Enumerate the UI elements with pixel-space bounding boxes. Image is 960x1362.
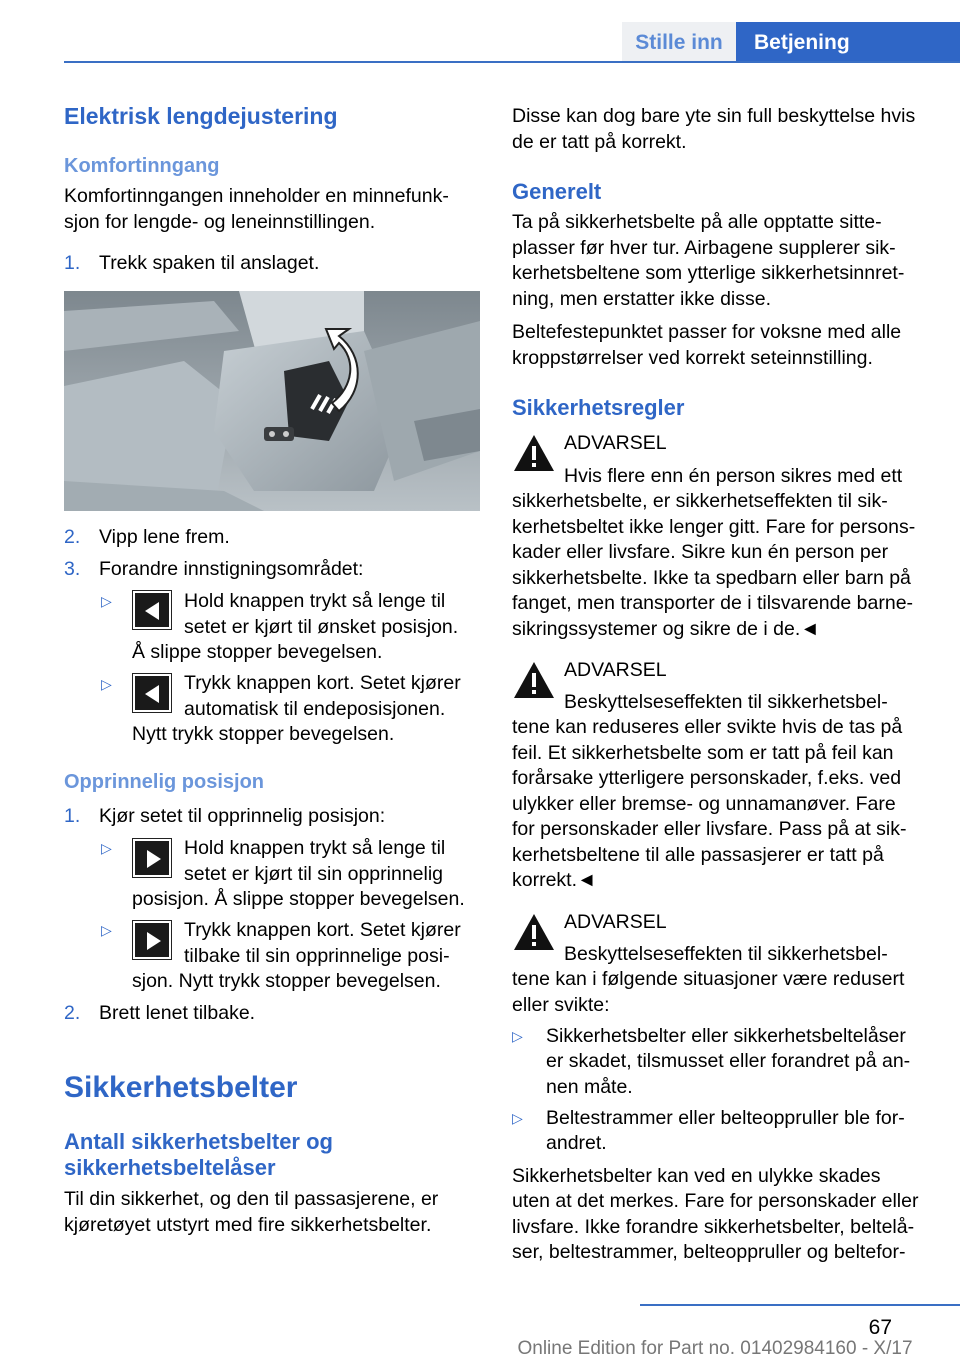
intro-line-2: de er tatt på korrekt.	[512, 131, 687, 153]
orig-step-1-number: 1.	[64, 805, 81, 827]
warning-1-label: ADVARSEL	[564, 432, 667, 454]
step-1-number: 1.	[64, 252, 81, 274]
seat-lever-photo	[64, 291, 480, 511]
warning-2-line-2: tene kan reduseres eller svikte hvis de tas på	[512, 716, 903, 738]
warning-3-line-3: eller svikte:	[512, 994, 610, 1016]
bullet-1-line-3: nen måte.	[546, 1076, 633, 1098]
warning-1-line-2: sikkerhetsbelte, er sikkerhetseffekten til sik-	[512, 490, 888, 512]
komfort-text-1: Komfortinngangen inneholder en minnefunk-	[64, 185, 449, 207]
warning-1-line-1: Hvis flere enn én person sikres med ett	[564, 465, 903, 487]
komfort-text-2: sjon for lengde- og leneinnstillingen.	[64, 211, 376, 233]
bullet-2-line-1: Beltestrammer eller belteoppruller ble for-	[546, 1107, 905, 1129]
end-line-4: ser, beltestrammer, belteoppruller og beltefor-	[512, 1241, 906, 1263]
warning-1-line-5: sikkerhetsbelte. Ikke ta spedbarn eller barn på	[512, 567, 911, 589]
triangle-right-icon: ▷	[101, 922, 112, 938]
orig-1b-line-1: Trykk knappen kort. Setet kjører	[184, 919, 461, 941]
seat-button-right-icon	[132, 838, 172, 878]
footer-edition: Online Edition for Part no. 01402984160 - X/17	[517, 1338, 913, 1359]
generelt-heading: Generelt	[512, 179, 602, 204]
seat-lever-illustration	[64, 291, 480, 511]
step-1-text: Trekk spaken til anslaget.	[99, 252, 320, 274]
warning-triangle-icon	[512, 433, 556, 473]
header-rule	[64, 61, 960, 63]
step-3-number: 3.	[64, 558, 81, 580]
step-3a-line-1: Hold knappen trykt så lenge til	[184, 590, 446, 612]
bullet-1-line-2: er skadet, tilsmusset eller forandret på an-	[546, 1050, 911, 1072]
warning-1-line-7: sikringssystemer og sikre de i de.◄	[512, 618, 820, 640]
footer-rule	[640, 1304, 960, 1306]
orig-1b-line-3: sjon. Nytt trykk stopper bevegelsen.	[132, 970, 441, 992]
warning-2-line-5: ulykker eller bremse- og unnamanøver. Fare	[512, 793, 896, 815]
warning-3-line-1: Beskyttelseseffekten til sikkerhetsbel-	[564, 943, 888, 965]
triangle-right-icon: ▷	[512, 1110, 523, 1126]
step-3b-line-2: automatisk til endeposisjonen.	[184, 698, 446, 720]
warning-1-line-6: fanget, men transporter de i tilsvarende barne-	[512, 592, 914, 614]
orig-step-1-text: Kjør setet til opprinnelig posisjon:	[99, 805, 386, 827]
orig-step-2-text: Brett lenet tilbake.	[99, 1002, 256, 1024]
intro-line-1: Disse kan dog bare yte sin full beskyttelse hvis	[512, 105, 916, 127]
step-3-text: Forandre innstigningsområdet:	[99, 558, 364, 580]
step-3b-line-3: Nytt trykk stopper bevegelsen.	[132, 723, 395, 745]
generelt-line-1: Ta på sikkerhetsbelte på alle opptatte sitte-	[512, 211, 882, 233]
antall-text-1: Til din sikkerhet, og den til passasjerene, er	[64, 1188, 439, 1210]
antall-heading-1: Antall sikkerhetsbelter og	[64, 1129, 333, 1154]
generelt2-line-1: Beltefestepunktet passer for voksne med alle	[512, 321, 902, 343]
header-tab-stille-inn[interactable]: Stille inn	[622, 22, 736, 62]
step-3a-line-3: Å slippe stopper bevegelsen.	[132, 641, 383, 663]
end-line-2: uten at det merkes. Fare for personskader eller	[512, 1190, 919, 1212]
warning-triangle-icon	[512, 660, 556, 700]
orig-1a-line-3: posisjon. Å slippe stopper bevegelsen.	[132, 888, 465, 910]
page-number: 67	[868, 1316, 892, 1339]
step-2-number: 2.	[64, 526, 81, 548]
warning-2-line-8: korrekt.◄	[512, 869, 597, 891]
triangle-right-icon: ▷	[512, 1028, 523, 1044]
warning-triangle-icon	[512, 912, 556, 952]
seat-button-left-icon	[132, 673, 172, 713]
warning-2-line-7: kerhetsbeltene til alle passasjerer er tatt på	[512, 844, 884, 866]
step-2-text: Vipp lene frem.	[99, 526, 230, 548]
regler-heading: Sikkerhetsregler	[512, 395, 685, 420]
bullet-1-line-1: Sikkerhetsbelter eller sikkerhetsbeltelåser	[546, 1025, 906, 1047]
orig-1a-line-2: setet er kjørt til sin opprinnelig	[184, 863, 444, 885]
triangle-right-icon: ▷	[101, 676, 112, 692]
warning-1-line-3: kerhetsbeltet ikke lenger gitt. Fare for persons-	[512, 516, 916, 538]
bullet-2-line-2: andret.	[546, 1132, 607, 1154]
generelt-line-4: ning, men erstatter ikke disse.	[512, 288, 772, 310]
antall-heading-2: sikkerhetsbeltelåser	[64, 1155, 276, 1180]
komfort-heading: Komfortinngang	[64, 155, 220, 177]
header-tab-betjening[interactable]: Betjening	[736, 22, 960, 62]
warning-2-line-1: Beskyttelseseffekten til sikkerhetsbel-	[564, 691, 888, 713]
belts-title: Sikkerhetsbelter	[64, 1071, 298, 1104]
warning-2-line-6: for personskader eller livsfare. Pass på at sik-	[512, 818, 907, 840]
step-3b-line-1: Trykk knappen kort. Setet kjører	[184, 672, 461, 694]
seat-button-right-icon	[132, 920, 172, 960]
warning-3-label: ADVARSEL	[564, 911, 667, 933]
end-line-1: Sikkerhetsbelter kan ved en ulykke skades	[512, 1165, 881, 1187]
triangle-right-icon: ▷	[101, 593, 112, 609]
warning-2-line-4: forårsake ytterligere personskader, f.eks. ved	[512, 767, 902, 789]
step-3a-line-2: setet er kjørt til ønsket posisjon.	[184, 616, 459, 638]
seat-button-left-icon	[132, 590, 172, 630]
orig-1a-line-1: Hold knappen trykt så lenge til	[184, 837, 446, 859]
generelt-line-3: kerhetsbeltene som ytterlige sikkerhetsinnret-	[512, 262, 905, 284]
orig-heading: Opprinnelig posisjon	[64, 771, 264, 793]
warning-2-label: ADVARSEL	[564, 659, 667, 681]
triangle-right-icon: ▷	[101, 840, 112, 856]
warning-1-line-4: kader eller livsfare. Sikre kun én person per	[512, 541, 889, 563]
generelt2-line-2: kroppstørrelser ved korrekt seteinnstilling.	[512, 347, 873, 369]
orig-step-2-number: 2.	[64, 1002, 81, 1024]
generelt-line-2: plasser før hver tur. Airbagene supplerer sik-	[512, 237, 896, 259]
warning-3-line-2: tene kan i følgende situasjoner være redusert	[512, 968, 905, 990]
section-title: Elektrisk lengdejustering	[64, 103, 338, 129]
warning-2-line-3: feil. Et sikkerhetsbelte som er tatt på feil kan	[512, 742, 894, 764]
antall-text-2: kjøretøyet utstyrt med fire sikkerhetsbelter.	[64, 1214, 432, 1236]
end-line-3: livsfare. Ikke forandre sikkerhetsbelter, beltelå-	[512, 1216, 915, 1238]
orig-1b-line-2: tilbake til sin opprinnelige posi-	[184, 945, 450, 967]
